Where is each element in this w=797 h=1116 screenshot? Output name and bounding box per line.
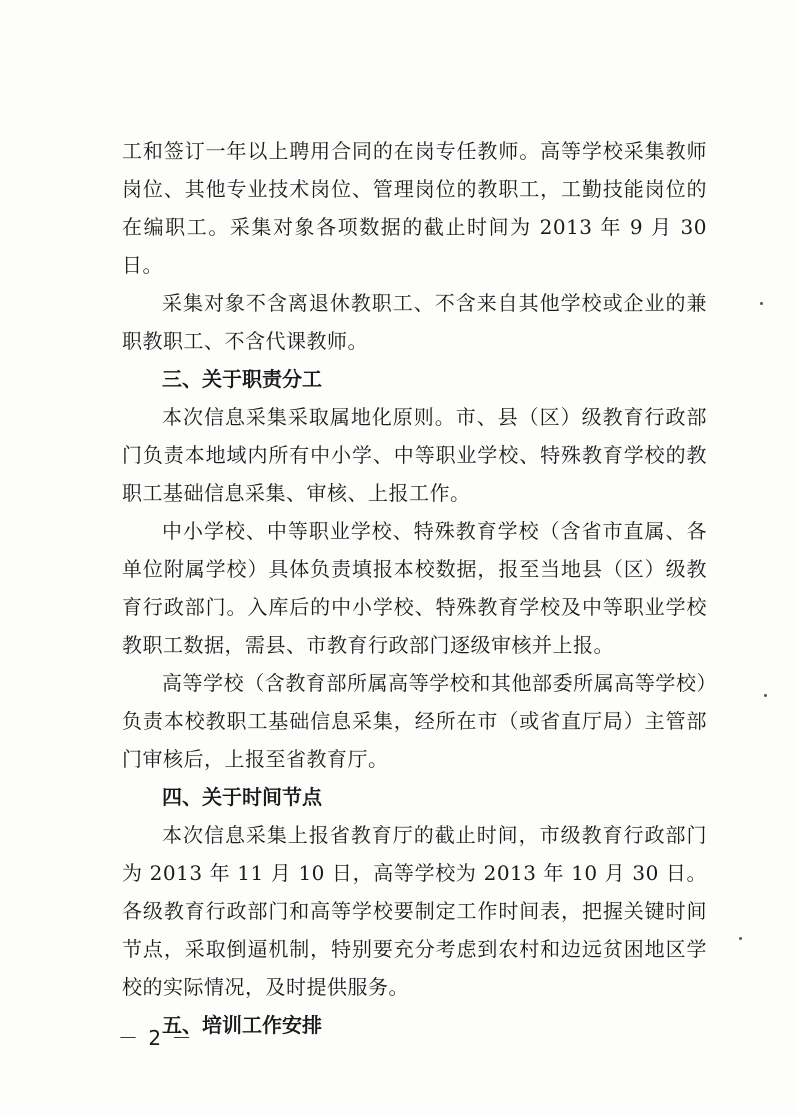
- scan-speck: [739, 937, 742, 940]
- page-number: － 2 －: [118, 1026, 194, 1050]
- paragraph-school-reporting: 中小学校、中等职业学校、特殊教育学校（含省市直属、各单位附属学校）具体负责填报本校数据，报至当地县（区）级教育行政部门。入库后的中小学校、特殊教育学校及中等职业学校教职工数据，需县、市教育行政部门逐级审核并上报。: [122, 519, 707, 657]
- scan-speck: [760, 302, 763, 305]
- document-body: [122, 132, 707, 1044]
- paragraph-collection-scope: 工和签订一年以上聘用合同的在岗专任教师。高等学校采集教师岗位、其他专业技术岗位、管理岗位的教职工，工勤技能岗位的在编职工。采集对象各项数据的截止时间为 2013 年 9 月 30 日。: [122, 139, 707, 277]
- paragraph-localization-principle: 本次信息采集采取属地化原则。市、县（区）级教育行政部门负责本地域内所有中小学、中等职业学校、特殊教育学校的教职工基础信息采集、审核、上报工作。: [122, 405, 707, 505]
- scan-speck: [764, 694, 767, 697]
- section-heading-responsibilities: 三、关于职责分工: [162, 367, 322, 391]
- section-heading-timeline: 四、关于时间节点: [162, 785, 322, 809]
- paragraph-deadlines: 本次信息采集上报省教育厅的截止时间，市级教育行政部门为 2013 年 11 月 10 日，高等学校为 2013 年 10 月 30 日。各级教育行政部门和高等学校要制定工作时间表，把握关键时间节点，采取倒逼机制，特别要充分考虑到农村和边远贫困地区学校的实际情况，及时提供服务。: [122, 823, 707, 999]
- paragraph-exclusions: 采集对象不含离退休教职工、不含来自其他学校或企业的兼职教职工、不含代课教师。: [122, 291, 707, 353]
- paragraph-higher-education: 高等学校（含教育部所属高等学校和其他部委所属高等学校）负责本校教职工基础信息采集，经所在市（或省直厅局）主管部门审核后，上报至省教育厅。: [122, 671, 707, 771]
- section-heading-training: 五、培训工作安排: [162, 1013, 322, 1037]
